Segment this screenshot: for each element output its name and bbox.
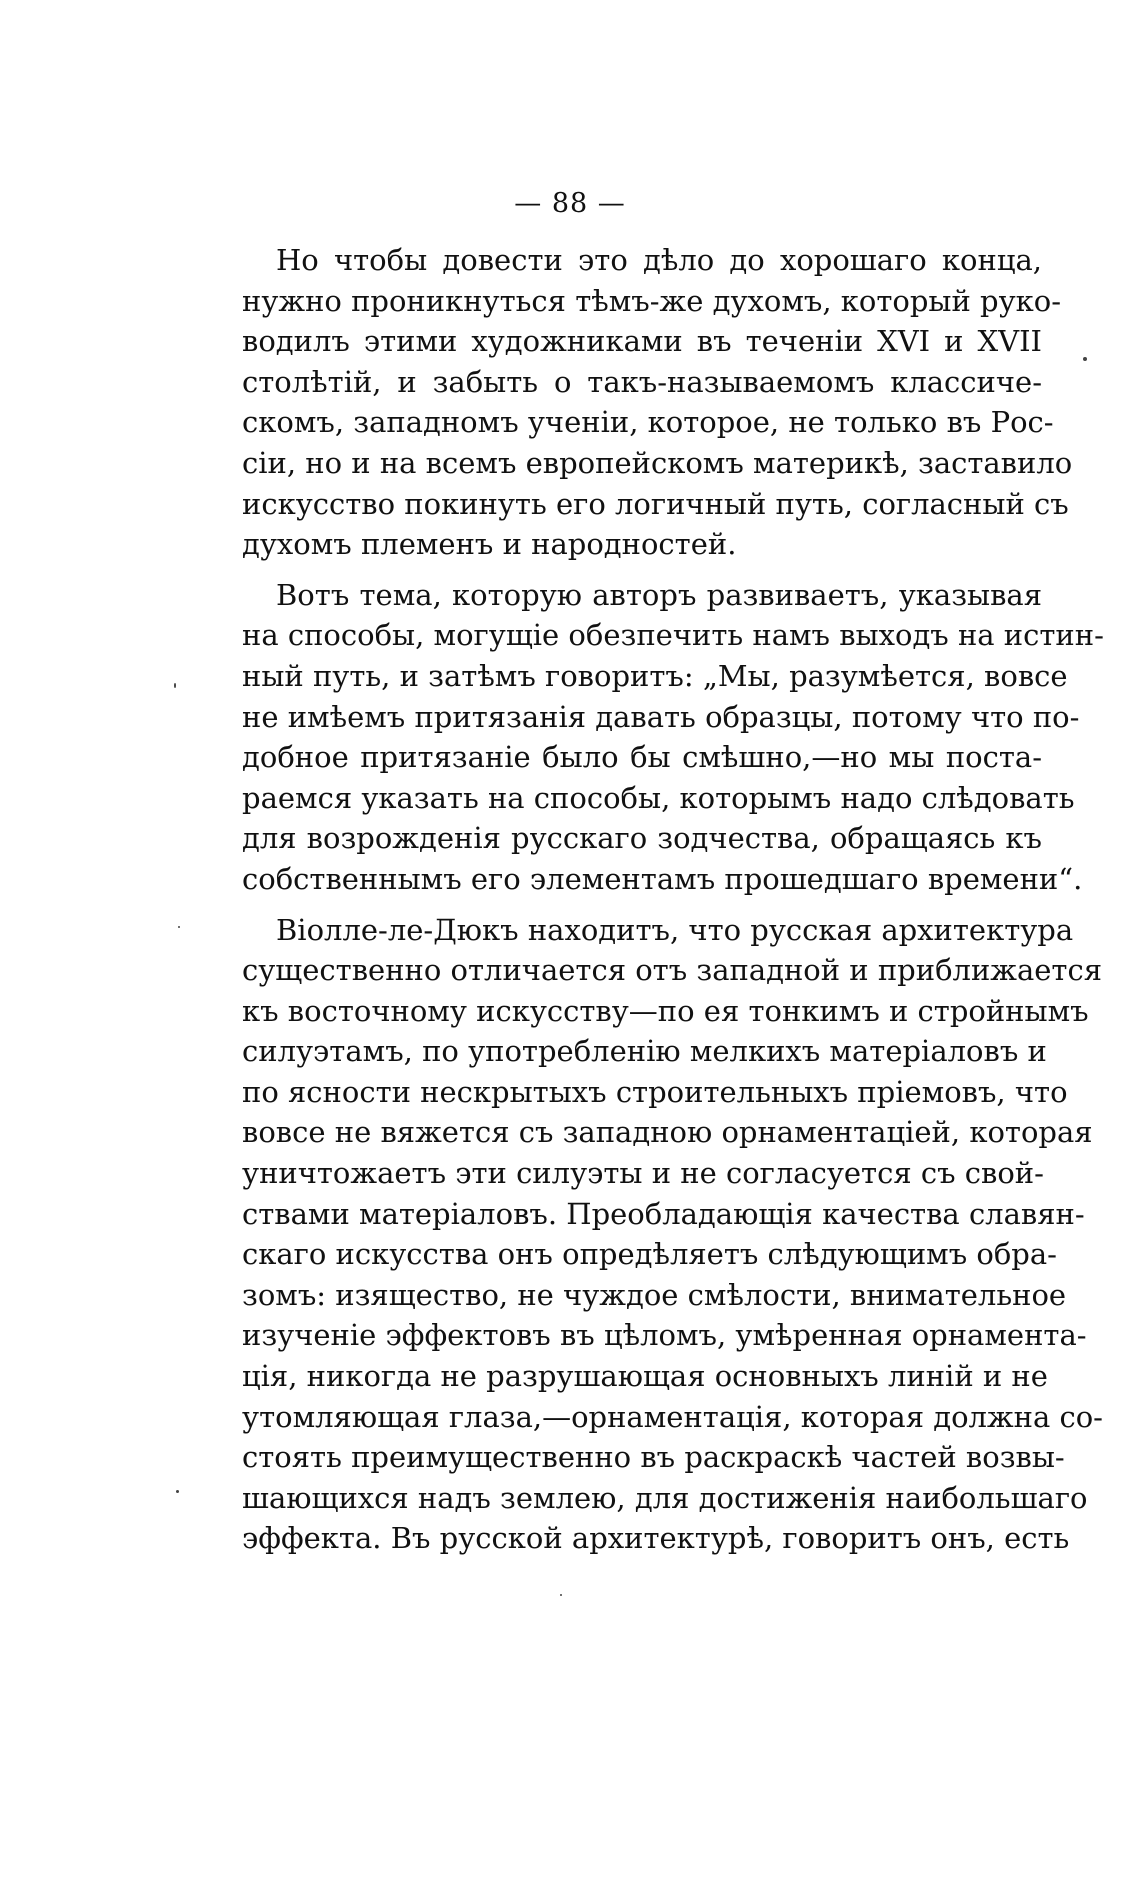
text-line: Но чтобы довести это дѣло до хорошаго конца,: [276, 243, 1042, 277]
text-line: къ восточному искусству—по ея тонкимъ и стройнымъ: [242, 993, 1089, 1028]
text-line: по ясности нескрытыхъ строительныхъ пріемовъ, что: [242, 1074, 1068, 1109]
text-line: для возрожденія русскаго зодчества, обращаясь къ: [242, 821, 1042, 856]
text-line: зомъ: изящество, не чуждое смѣлости, внимательное: [242, 1277, 1067, 1312]
text-line: раемся указать на способы, которымъ надо слѣдовать: [242, 780, 1075, 815]
text-line: сіи, но и на всемъ европейскомъ материкѣ, заставило: [242, 445, 1073, 480]
text-line: ствами матеріаловъ. Преобладающія качества славян-: [242, 1196, 1085, 1231]
text-line: силуэтамъ, по употребленію мелкихъ матеріаловъ и: [242, 1034, 1047, 1069]
page-number: — 88 —: [514, 188, 626, 219]
scan-speck: [176, 1490, 179, 1493]
paragraph-3: [242, 910, 1103, 1560]
text-line: Вотъ тема, которую авторъ развиваетъ, указывая: [276, 577, 1042, 612]
body-text: [242, 240, 1104, 1559]
text-line: скомъ, западномъ ученіи, которое, не только въ Рос-: [242, 405, 1054, 440]
scan-speck: [174, 683, 176, 688]
text-line: шающихся надъ землею, для достиженія наибольшаго: [242, 1480, 1088, 1515]
text-line: на способы, могущіе обезпечить намъ выходъ на истин-: [242, 618, 1104, 653]
text-line: Віолле-ле-Дюкъ находитъ, что русская архитектура: [276, 912, 1074, 947]
text-line: собственнымъ его элементамъ прошедшаго времени“.: [242, 861, 1083, 896]
text-line: духомъ племенъ и народностей.: [242, 527, 737, 562]
text-line: утомляющая глаза,—орнаментація, которая должна со-: [242, 1399, 1103, 1434]
text-line: вовсе не вяжется съ западною орнаментаціей, которая: [242, 1115, 1093, 1150]
scan-speck: [560, 1594, 562, 1596]
paragraph-1: [242, 240, 1073, 565]
scan-speck: [178, 926, 180, 928]
scan-speck: [1083, 357, 1087, 361]
text-line: столѣтій, и забыть о такъ-называемомъ классиче-: [242, 364, 1042, 399]
text-line: ція, никогда не разрушающая основныхъ линій и не: [242, 1359, 1048, 1394]
text-line: эффекта. Въ русской архитектурѣ, говоритъ онъ, есть: [242, 1521, 1070, 1556]
text-line: существенно отличается отъ западной и приближается: [242, 953, 1102, 988]
text-line: ный путь, и затѣмъ говоритъ: „Мы, разумѣется, вовсе: [242, 658, 1068, 693]
text-line: искусство покинуть его логичный путь, согласный съ: [242, 486, 1069, 521]
text-line: не имѣемъ притязанія давать образцы, потому что по-: [242, 699, 1080, 734]
text-line: скаго искусства онъ опредѣляетъ слѣдующимъ обра-: [242, 1237, 1057, 1272]
text-line: нужно проникнуться тѣмъ-же духомъ, который руко-: [242, 283, 1062, 318]
text-line: добное притязаніе было бы смѣшно,—но мы поста-: [242, 740, 1042, 775]
text-line: водилъ этими художниками въ теченіи XVI и XVII: [242, 324, 1042, 359]
paragraph-gap: [242, 900, 1042, 910]
text-line: изученіе эффектовъ въ цѣломъ, умѣренная орнамента-: [242, 1318, 1087, 1353]
text-line: уничтожаетъ эти силуэты и не согласуется съ свой-: [242, 1156, 1044, 1191]
text-line: стоять преимущественно въ раскраскѣ частей возвы-: [242, 1440, 1065, 1475]
paragraph-gap: [242, 565, 1042, 575]
paragraph-2: [242, 575, 1104, 900]
